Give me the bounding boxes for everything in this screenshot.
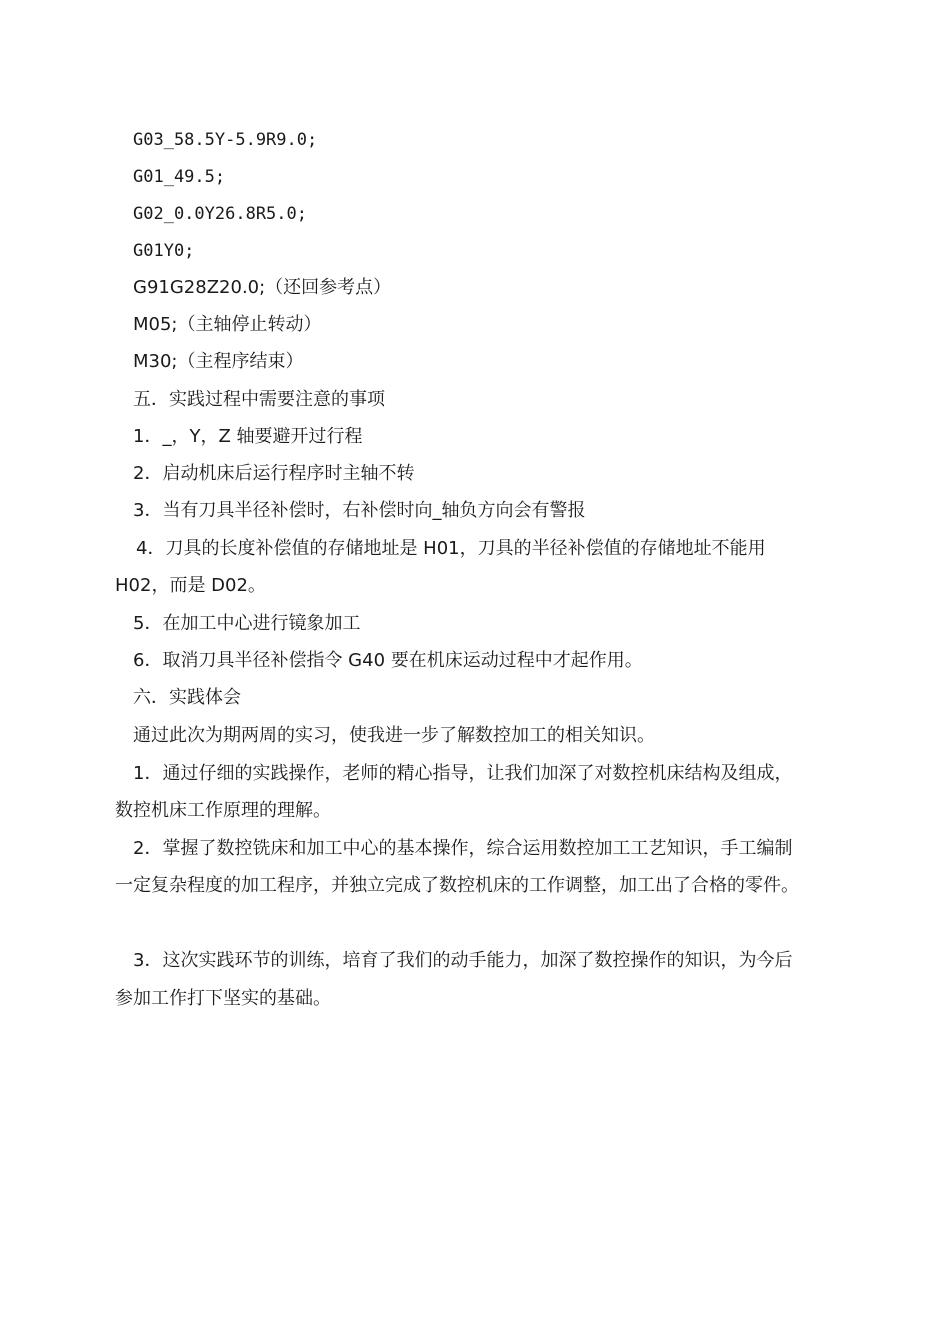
list-item: 6．取消刀具半径补偿指令 G40 要在机床运动过程中才起作用。 — [133, 650, 643, 671]
list-item: 2．启动机床后运行程序时主轴不转 — [133, 463, 415, 484]
section-heading: 六．实践体会 — [133, 687, 241, 708]
code-line: G03_58.5Y-5.9R9.0; — [133, 130, 318, 150]
list-item: 1．_，Y，Z 轴要避开过行程 — [133, 426, 363, 447]
list-item: 3．这次实践环节的训练，培育了我们的动手能力，加深了数控操作的知识，为今后 — [133, 950, 793, 971]
list-item-continuation: 一定复杂程度的加工程序，并独立完成了数控机床的工作调整，加工出了合格的零件。 — [115, 875, 799, 896]
list-item-continuation: 参加工作打下坚实的基础。 — [115, 988, 331, 1009]
code-line: G01Y0; — [133, 241, 195, 261]
list-item-continuation: H02，而是 D02。 — [115, 575, 266, 596]
list-item: 2．掌握了数控铣床和加工中心的基本操作，综合运用数控加工工艺知识，手工编制 — [133, 838, 793, 859]
paragraph: 通过此次为期两周的实习，使我进一步了解数控加工的相关知识。 — [133, 725, 655, 746]
code-line: M05;（主轴停止转动） — [133, 314, 322, 335]
code-line: G01_49.5; — [133, 167, 226, 187]
section-heading: 五．实践过程中需要注意的事项 — [133, 389, 385, 410]
code-line: G91G28Z20.0;（还回参考点） — [133, 277, 392, 298]
list-item: 4．刀具的长度补偿值的存储地址是 H01，刀具的半径补偿值的存储地址不能用 — [136, 538, 766, 559]
code-line: G02_0.0Y26.8R5.0; — [133, 204, 307, 224]
list-item: 5．在加工中心进行镜象加工 — [133, 613, 361, 634]
list-item: 3．当有刀具半径补偿时，右补偿时向_轴负方向会有警报 — [133, 500, 586, 521]
code-line: M30;（主程序结束） — [133, 351, 304, 372]
list-item: 1．通过仔细的实践操作，老师的精心指导，让我们加深了对数控机床结构及组成， — [133, 763, 793, 784]
list-item-continuation: 数控机床工作原理的理解。 — [115, 800, 331, 821]
